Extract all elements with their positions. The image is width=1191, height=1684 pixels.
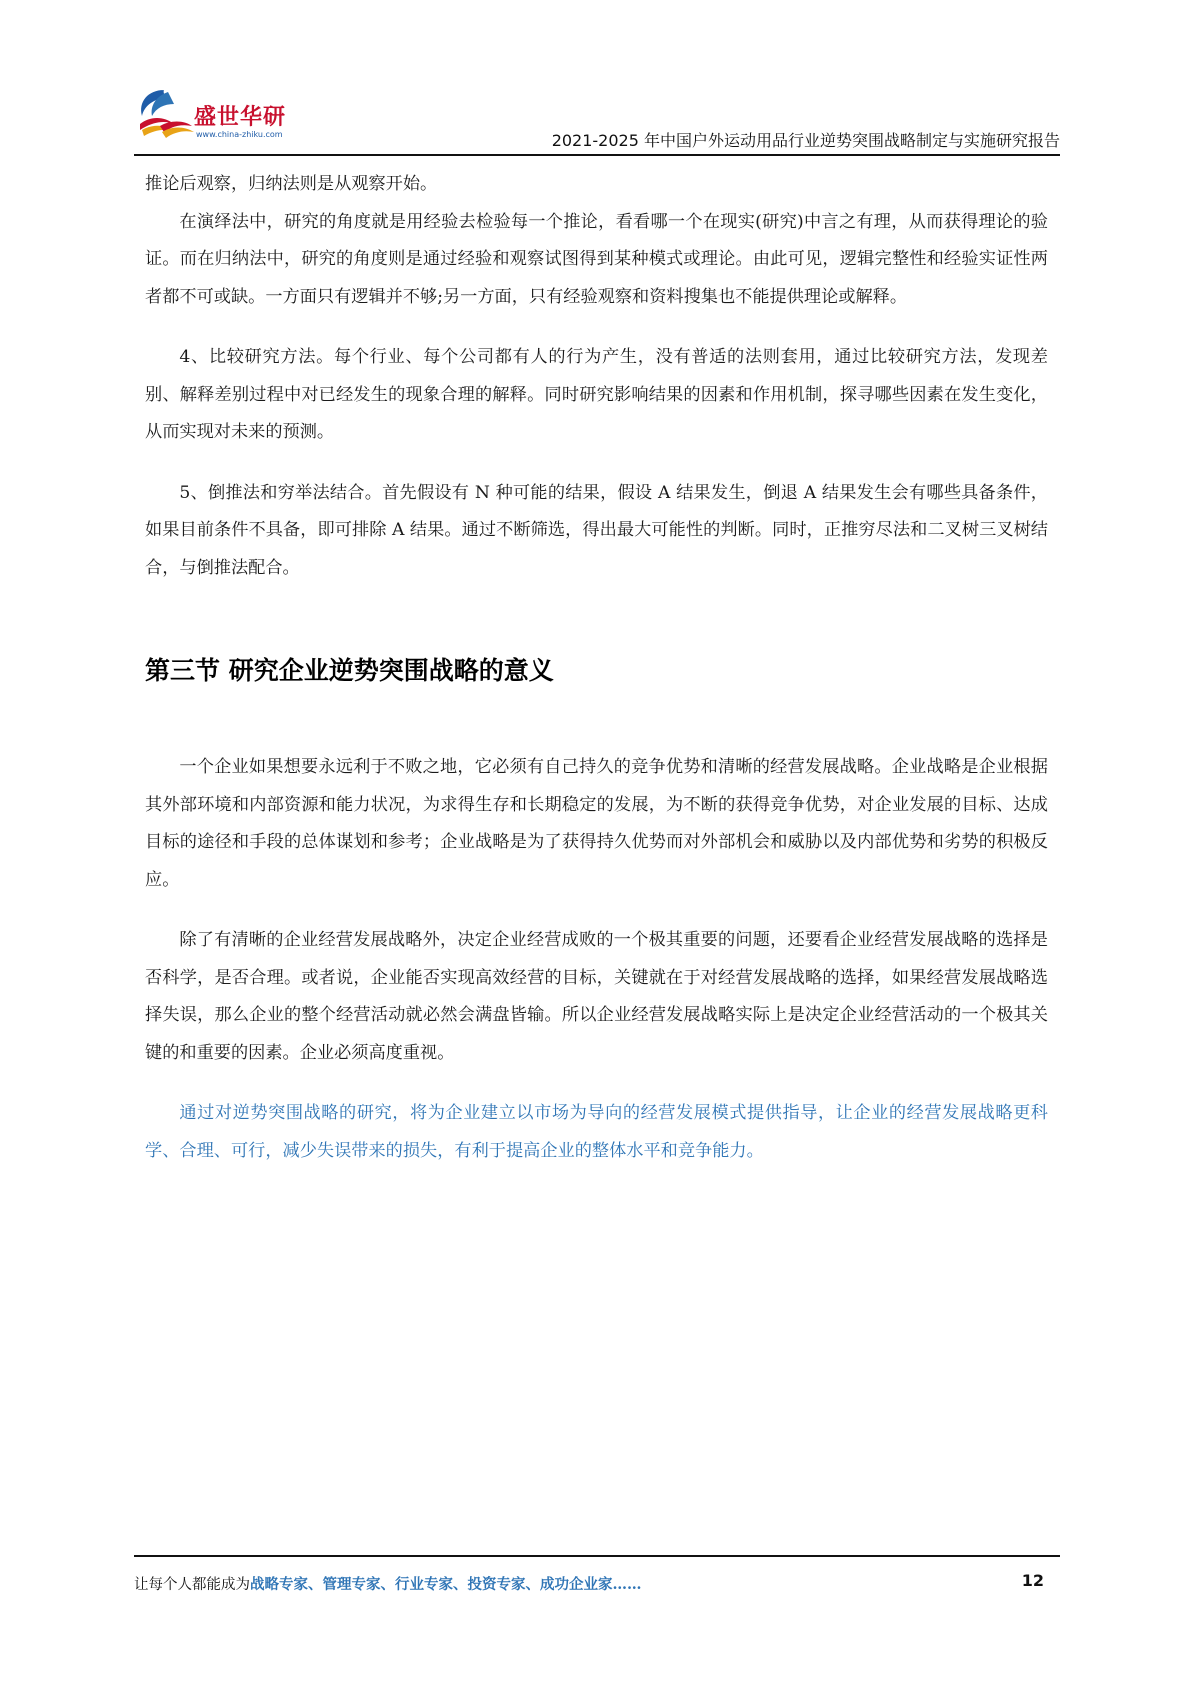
logo-name: 盛世华研 bbox=[194, 105, 287, 130]
page-header bbox=[134, 78, 1060, 158]
paragraph: 5、倒推法和穷举法结合。首先假设有 N 种可能的结果，假设 A 结果发生，倒退 A 结果发生会有哪些具备条件，如果目前条件不具备，即可排除 A 结果。通过不断筛选，得出最大可能性的判断。同时，正推穷尽法和二叉树三叉树结合，与倒推法配合。 bbox=[145, 482, 1048, 578]
paragraph: 一个企业如果想要永远利于不败之地，它必须有自己持久的竞争优势和清晰的经营发展战略。企业战略是企业根据其外部环境和内部资源和能力状况，为求得生存和长期稳定的发展，为不断的获得竞争优势，对企业发展的目标、达成目标的途径和手段的总体谋划和参考；企业战略是为了获得持久优势而对外部机会和威胁以及内部优势和劣势的积极反应。 bbox=[145, 757, 1048, 890]
paragraph: 在演绎法中，研究的角度就是用经验去检验每一个推论，看看哪一个在现实(研究)中言之有理，从而获得理论的验证。而在归纳法中，研究的角度则是通过经验和观察试图得到某种模式或理论。由此可见，逻辑完整性和经验实证性两者都不可或缺。一方面只有逻辑并不够;另一方面，只有经验观察和资料搜集也不能提供理论或解释。 bbox=[145, 211, 1048, 307]
logo-emblem-icon bbox=[134, 86, 198, 142]
highlight-paragraph: 通过对逆势突围战略的研究，将为企业建立以市场为导向的经营发展模式提供指导，让企业的经营发展战略更科学、合理、可行，减少失误带来的损失，有利于提高企业的整体水平和竞争能力。 bbox=[145, 1103, 1048, 1161]
paragraph: 4、比较研究方法。每个行业、每个公司都有人的行为产生，没有普适的法则套用，通过比较研究方法，发现差别、解释差别过程中对已经发生的现象合理的解释。同时研究影响结果的因素和作用机制，探寻哪些因素在发生变化，从而实现对未来的预测。 bbox=[145, 347, 1048, 442]
company-logo bbox=[134, 78, 324, 148]
footer-slogan bbox=[134, 1573, 642, 1594]
page-number: 12 bbox=[1021, 1571, 1044, 1590]
page-body bbox=[145, 166, 1048, 1170]
slogan-prefix: 让每个人都能成为 bbox=[134, 1577, 250, 1593]
paragraph: 推论后观察，归纳法则是从观察开始。 bbox=[145, 174, 438, 194]
report-title: 2021-2025 年中国户外运动用品行业逆势突围战略制定与实施研究报告 bbox=[551, 131, 1060, 150]
slogan-highlight: 战略专家、管理专家、行业专家、投资专家、成功企业家…… bbox=[250, 1576, 642, 1593]
page-footer bbox=[134, 1555, 1060, 1605]
footer-divider bbox=[134, 1555, 1060, 1557]
header-divider bbox=[134, 154, 1060, 156]
paragraph: 除了有清晰的企业经营发展战略外，决定企业经营成败的一个极其重要的问题，还要看企业经营发展战略的选择是否科学，是否合理。或者说，企业能否实现高效经营的目标，关键就在于对经营发展战略的选择，如果经营发展战略选择失误，那么企业的整个经营活动就必然会满盘皆输。所以企业经营发展战略实际上是决定企业经营活动的一个极其关键的和重要的因素。企业必须高度重视。 bbox=[145, 930, 1048, 1063]
section-heading: 第三节 研究企业逆势突围战略的意义 bbox=[145, 656, 554, 685]
logo-url: www.china-zhiku.com bbox=[196, 130, 283, 139]
